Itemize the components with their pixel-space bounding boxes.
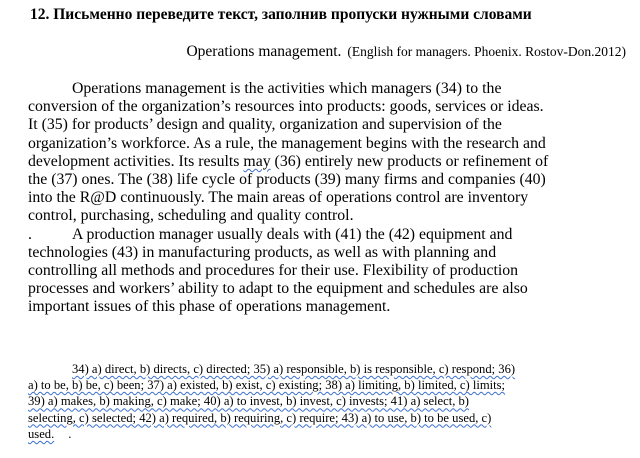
paragraph1-line4: organization’s workforce. As a rule, the management begins with the research and	[28, 134, 546, 152]
paragraph1-line6: the (37) ones. The (38) life cycle of products (39) many firms and companies (40)	[28, 171, 546, 189]
paragraph2-line1-text: A production manager usually deals with (41) the (42) equipment and	[71, 225, 513, 243]
paragraph2-line3: controlling all methods and procedures for their use. Flexibility of production	[28, 262, 519, 280]
paragraph1-line5-start: development activities. Its results	[28, 152, 244, 170]
options-line4: selecting, c) selected; 42) a) required, b) requiring, c) require; 43) a) to use, b) to be used, c)	[28, 410, 492, 425]
paragraph1-line7: into the R@D continuously. The main areas of operations control are inventory	[28, 189, 529, 207]
paragraph2-line1	[28, 226, 632, 244]
options-line1: 34) a) direct, b) directs, c) directed; 35) a) responsible, b) is responsible, c) respond; 36)	[72, 362, 516, 376]
paragraph2-line2: technologies (43) in manufacturing products, as well as with planning and	[28, 243, 497, 261]
paragraph1-line8: control, purchasing, scheduling and quality control.	[28, 207, 354, 225]
exercise-heading: 12. Письменно переведите текст, заполнив пропуски нужными словами	[30, 6, 532, 23]
options-trailing-dot: .	[68, 426, 72, 441]
text-title: Operations management.	[186, 43, 342, 60]
answer-options	[28, 361, 632, 442]
passage-text	[28, 80, 632, 317]
options-line2: a) to be, b) be, c) been; 37) a) existed, b) exist, c) existing; 38) a) limiting, b) limited, c) limits;	[28, 378, 506, 393]
options-line5	[28, 426, 632, 442]
paragraph1-line3: It (35) for products’ design and quality, organization and supervision of the	[28, 116, 502, 134]
paragraph2-line5: important issues of this phase of operations management.	[28, 298, 391, 316]
underlined-word-may: may	[243, 152, 271, 170]
paragraph2-leading-dot: .	[28, 225, 32, 243]
paragraph2-line4: processes and workers’ ability to adapt to the equipment and schedules are also	[28, 280, 528, 298]
paragraph1-line5	[28, 153, 632, 171]
paragraph1-line1: Operations management is the activities which managers (34) to the	[72, 80, 502, 97]
paragraph1-line5-end: (36) entirely new products or refinement of	[270, 152, 549, 170]
paragraph1-line2: conversion of the organization’s resources into products: goods, services or ideas.	[28, 98, 544, 116]
options-line3: 39) a) makes, b) making, c) make; 40) a) to invest, b) invest, c) invests; 41) a) select, b)	[28, 394, 469, 409]
text-source: (English for managers. Phoenix. Rostov-Don.2012)	[347, 44, 626, 59]
text-title-line	[186, 43, 626, 61]
options-line5-text: used.	[28, 426, 55, 441]
